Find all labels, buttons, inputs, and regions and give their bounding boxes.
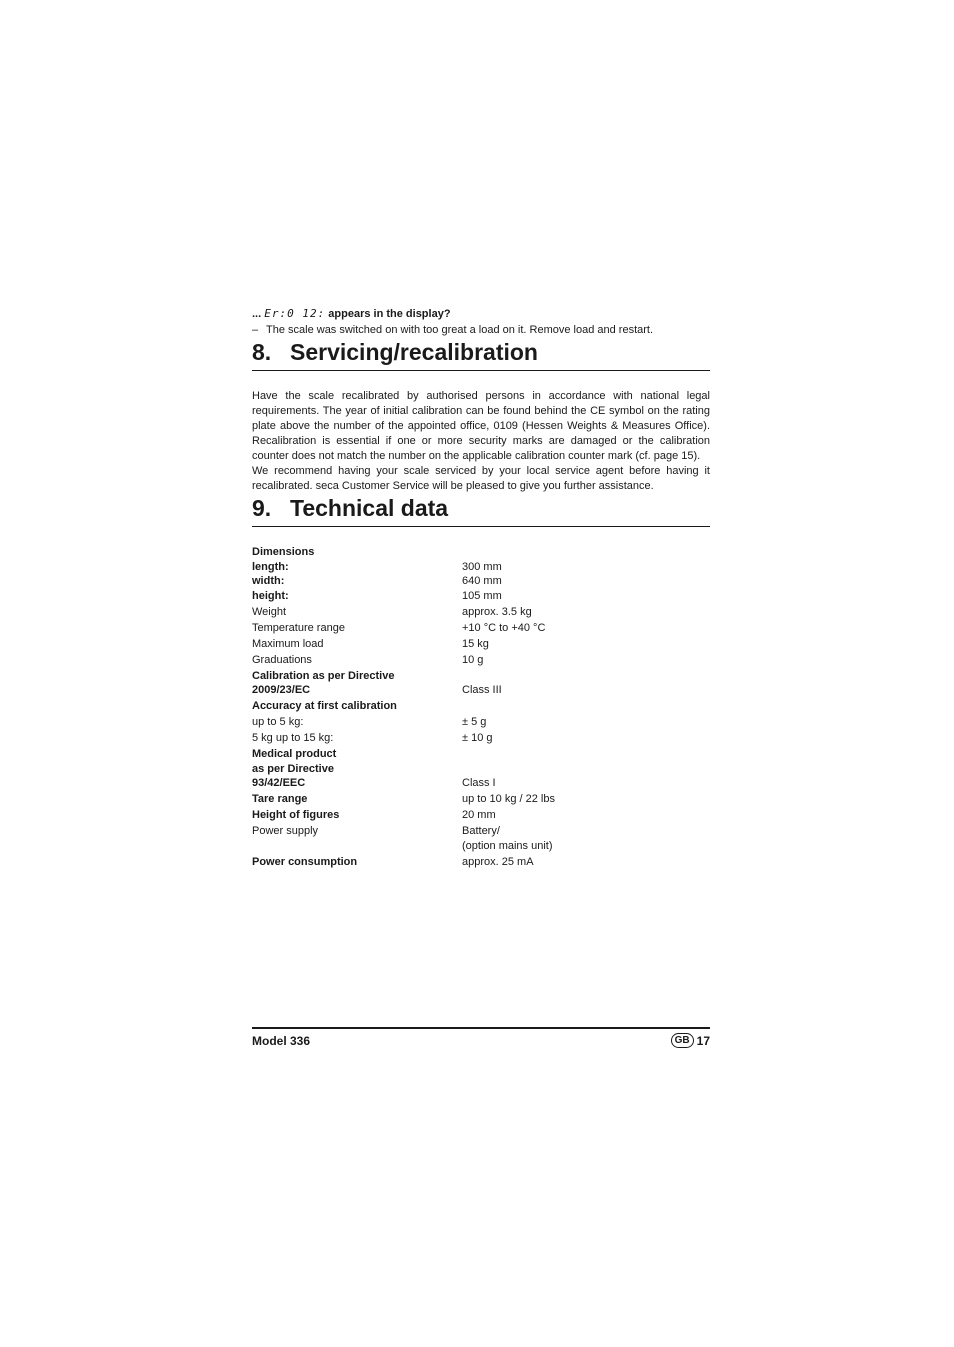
row-value: ± 5 g [462, 716, 487, 728]
row-label: Power consumption [252, 855, 358, 868]
row-value: 640 mm [462, 575, 502, 587]
table-row [252, 619, 710, 635]
table-row [252, 746, 710, 762]
row-label: Weight [252, 605, 287, 618]
row-label [252, 589, 462, 604]
row-value: 20 mm [462, 809, 496, 821]
row-value [462, 746, 710, 762]
table-row [252, 603, 710, 619]
page-number: 17 [696, 1033, 710, 1048]
table-row [252, 560, 710, 575]
row-label: Accuracy at first calibration [252, 700, 397, 712]
table-row [252, 574, 710, 589]
row-value: Battery/ [462, 825, 500, 837]
table-row [252, 823, 710, 839]
table-row [252, 635, 710, 651]
row-value [462, 762, 710, 777]
section-8-number: 8. [252, 339, 272, 365]
row-label: Tare range [252, 793, 308, 805]
row-label: Medical product [252, 748, 337, 760]
row-label: as per Directive [252, 762, 334, 775]
error-answer [252, 322, 710, 338]
section-8-title: Servicing/recalibration [290, 339, 538, 365]
section-9-number: 9. [252, 495, 272, 521]
row-value: 105 mm [462, 589, 502, 602]
answer-dash: – [252, 324, 259, 336]
table-row [252, 839, 710, 854]
row-value: 15 kg [462, 637, 489, 650]
row-value: approx. 25 mA [462, 855, 534, 868]
row-label: Maximum load [252, 637, 324, 650]
row-value: up to 10 kg / 22 lbs [462, 793, 555, 805]
language-badge: GB [671, 1033, 694, 1048]
row-label-bold: length: [252, 560, 289, 573]
row-label [252, 839, 462, 854]
error-question [252, 306, 710, 322]
table-row [252, 589, 710, 604]
row-label: Temperature range [252, 621, 345, 634]
row-value [462, 698, 710, 714]
page-content [252, 306, 710, 869]
page-footer [252, 1027, 710, 1048]
row-label: 93/42/EEC [252, 777, 306, 789]
row-label: 5 kg up to 15 kg: [252, 732, 334, 744]
section-8-paragraph-1: Have the scale recalibrated by authorised persons in accordance with national legal requirements. The year of initial calibration can be found behind the CE symbol on the rating plate above the number of the appointed office, 0109 (Hessen Weights & Measures Office). Recalibration is essential if one or more security marks are damaged or the calibration counter does not match the number on the applicable calibration counter mark (cf. page 15). [252, 390, 710, 462]
row-value: (option mains unit) [462, 839, 553, 852]
section-8-heading [252, 338, 710, 371]
row-value: Class I [462, 777, 496, 789]
row-value: 300 mm [462, 560, 502, 573]
row-label [252, 560, 462, 575]
table-row [252, 667, 710, 683]
section-9-title: Technical data [290, 495, 449, 521]
row-label [252, 574, 462, 589]
table-row [252, 714, 710, 730]
row-label: up to 5 kg: [252, 716, 304, 728]
table-row [252, 698, 710, 714]
table-row [252, 683, 710, 698]
row-label: 2009/23/EC [252, 684, 311, 696]
table-row [252, 730, 710, 746]
error-question-text: appears in the display? [328, 308, 451, 320]
row-label: Power supply [252, 825, 319, 837]
row-label-bold: width: [252, 575, 285, 587]
table-row [252, 651, 710, 667]
section-9-heading [252, 494, 710, 527]
row-value: ± 10 g [462, 732, 493, 744]
error-prefix: ... [252, 308, 262, 320]
footer-right [671, 1033, 710, 1048]
row-label-bold: height: [252, 589, 289, 602]
technical-data-table [252, 545, 710, 869]
table-row [252, 807, 710, 823]
error-code: Er:0 12: [264, 307, 326, 320]
table-row [252, 853, 710, 869]
row-value: Class III [462, 684, 502, 696]
row-value [462, 667, 710, 683]
row-value: approx. 3.5 kg [462, 605, 532, 618]
row-label: Dimensions [252, 546, 315, 558]
row-value [462, 545, 710, 560]
row-label: Calibration as per Directive [252, 669, 395, 682]
section-8-paragraph-2: We recommend having your scale serviced by your local service agent before having it recalibrated. seca Customer Service will be pleased to give you further assistance. [252, 465, 710, 492]
row-value: +10 °C to +40 °C [462, 621, 546, 634]
row-label: Graduations [252, 653, 312, 666]
row-value: 10 g [462, 653, 484, 666]
model-label: Model 336 [252, 1033, 311, 1048]
table-row [252, 762, 710, 777]
row-label: Height of figures [252, 809, 340, 821]
table-row [252, 545, 710, 560]
table-row [252, 791, 710, 807]
answer-text: The scale was switched on with too great a load on it. Remove load and restart. [266, 324, 654, 336]
table-row [252, 776, 710, 791]
